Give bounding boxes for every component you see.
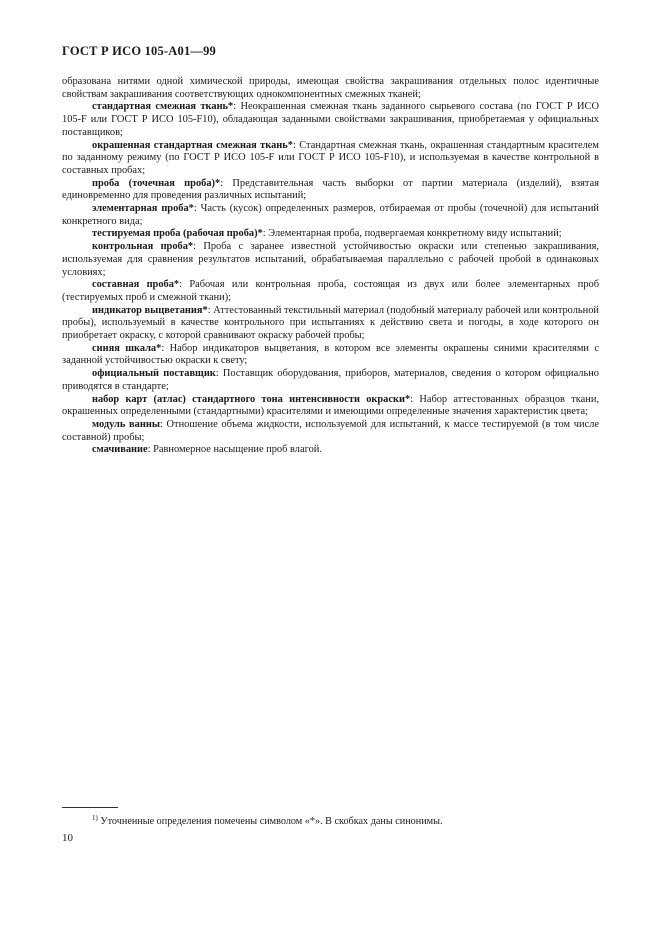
definition-text: : Рабочая или контрольная проба, состоящая из двух или более элементарных проб (тестируемых проб и смежной ткани); <box>62 279 599 303</box>
page-number: 10 <box>62 832 73 844</box>
definition-text: : Неокрашенная смежная ткань заданного сырьевого состава (по ГОСТ Р ИСО 105-F или ГОСТ Р ИСО 105-F10), обладающая заданными свойствами закрашивания, приобретаемая у официальных поставщиков; <box>62 101 599 138</box>
definition-text: : Набор аттестованных образцов ткани, окрашенных определенными (стандартными) красителями и имеющими определенные значения характеристик цвета; <box>62 393 599 418</box>
definition-term: контрольная проба* <box>92 241 194 253</box>
definition-liquor-ratio <box>62 419 599 444</box>
definition-text: : Проба с заранее известной устойчивостью окраски или степенью закрашивания, используемая для сравнения результатов испытаний, обрабатываемая параллельно с рабочей пробой в одинаковых условиях; <box>62 241 599 278</box>
definition-text: : Равномерное насыщение проб влагой. <box>147 444 322 456</box>
definition-term: окрашенная стандартная смежная ткань* <box>92 139 293 151</box>
definition-term: проба (точечная проба)* <box>92 177 221 189</box>
definition-standard-adjacent-fabric <box>62 101 599 139</box>
definition-term: синяя шкала* <box>92 342 162 354</box>
definition-term: стандартная смежная ткань* <box>92 101 234 113</box>
paragraph-0 <box>62 76 599 101</box>
definition-control-sample <box>62 241 599 279</box>
definition-term: смачивание <box>92 444 148 456</box>
definition-blue-scale <box>62 343 599 368</box>
definition-fading-indicator <box>62 305 599 343</box>
document-header: ГОСТ Р ИСО 105-А01—99 <box>62 44 217 58</box>
definition-wetting <box>62 444 599 457</box>
definition-text: : Набор индикаторов выцветания, в котором все элементы окрашены синими красителями с заданной устойчивостью окраски к свету; <box>62 342 599 367</box>
definition-official-supplier <box>62 368 599 393</box>
paragraph-text: образована нитями одной химической природы, имеющая свойства закрашивания отдельных полос идентичные свойствам закрашивания соответствующих однокомпонентных смежных тканей; <box>62 76 599 100</box>
footnote-text: Уточненные определения помечены символом «*». В скобках даны синонимы. <box>100 816 443 827</box>
definition-text: : Стандартная смежная ткань, окрашенная стандартным красителем по заданному режиму (по ГОСТ Р ИСО 105-F или ГОСТ Р ИСО 105-F10), и используемая в качестве контрольной в составных пробах; <box>62 139 599 176</box>
definition-term: тестируемая проба (рабочая проба)* <box>92 228 263 240</box>
definition-text: : Отношение объема жидкости, используемой для испытаний, к массе тестируемой (в том числе составной) пробы; <box>62 418 599 443</box>
definition-text: : Представительная часть выборки от партии материала (изделий), взятая единовременно для проведения различных испытаний; <box>62 177 599 202</box>
footnote <box>92 812 443 828</box>
definition-term: набор карт (атлас) стандартного тона интенсивности окраски* <box>92 393 411 405</box>
definition-text: : Аттестованный текстильный материал (подобный материалу рабочей или контрольной пробы), используемый в качестве контрольного при испытаниях к действию света и погоды, в ходе которого он приобретает окраску, с которой сравнивают окраску рабочей пробы; <box>62 304 599 342</box>
footnote-divider <box>62 807 118 808</box>
definition-term: официальный поставщик <box>92 368 216 380</box>
definition-card-set <box>62 394 599 419</box>
definition-elementary-sample <box>62 203 599 228</box>
definition-text: : Часть (кусок) определенных размеров, отбираемая от пробы (точечной) для испытаний конкретного вида; <box>62 203 599 227</box>
definition-sample <box>62 178 599 203</box>
definition-composite-sample <box>62 279 599 304</box>
definition-term: элементарная проба* <box>92 203 194 215</box>
footnote-marker: 1) <box>92 814 98 822</box>
definition-dyed-standard-adjacent-fabric <box>62 140 599 178</box>
definition-term: индикатор выцветания* <box>92 304 208 316</box>
definition-text: : Элементарная проба, подвергаемая конкретному виду испытаний; <box>262 228 562 240</box>
definition-term: составная проба* <box>92 279 180 291</box>
definition-text: : Поставщик оборудования, приборов, материалов, сведения о котором официально приводятся в стандарте; <box>62 368 599 392</box>
definition-term: модуль ванны <box>92 418 160 430</box>
definition-test-sample <box>62 228 599 241</box>
definitions-text <box>62 76 599 457</box>
